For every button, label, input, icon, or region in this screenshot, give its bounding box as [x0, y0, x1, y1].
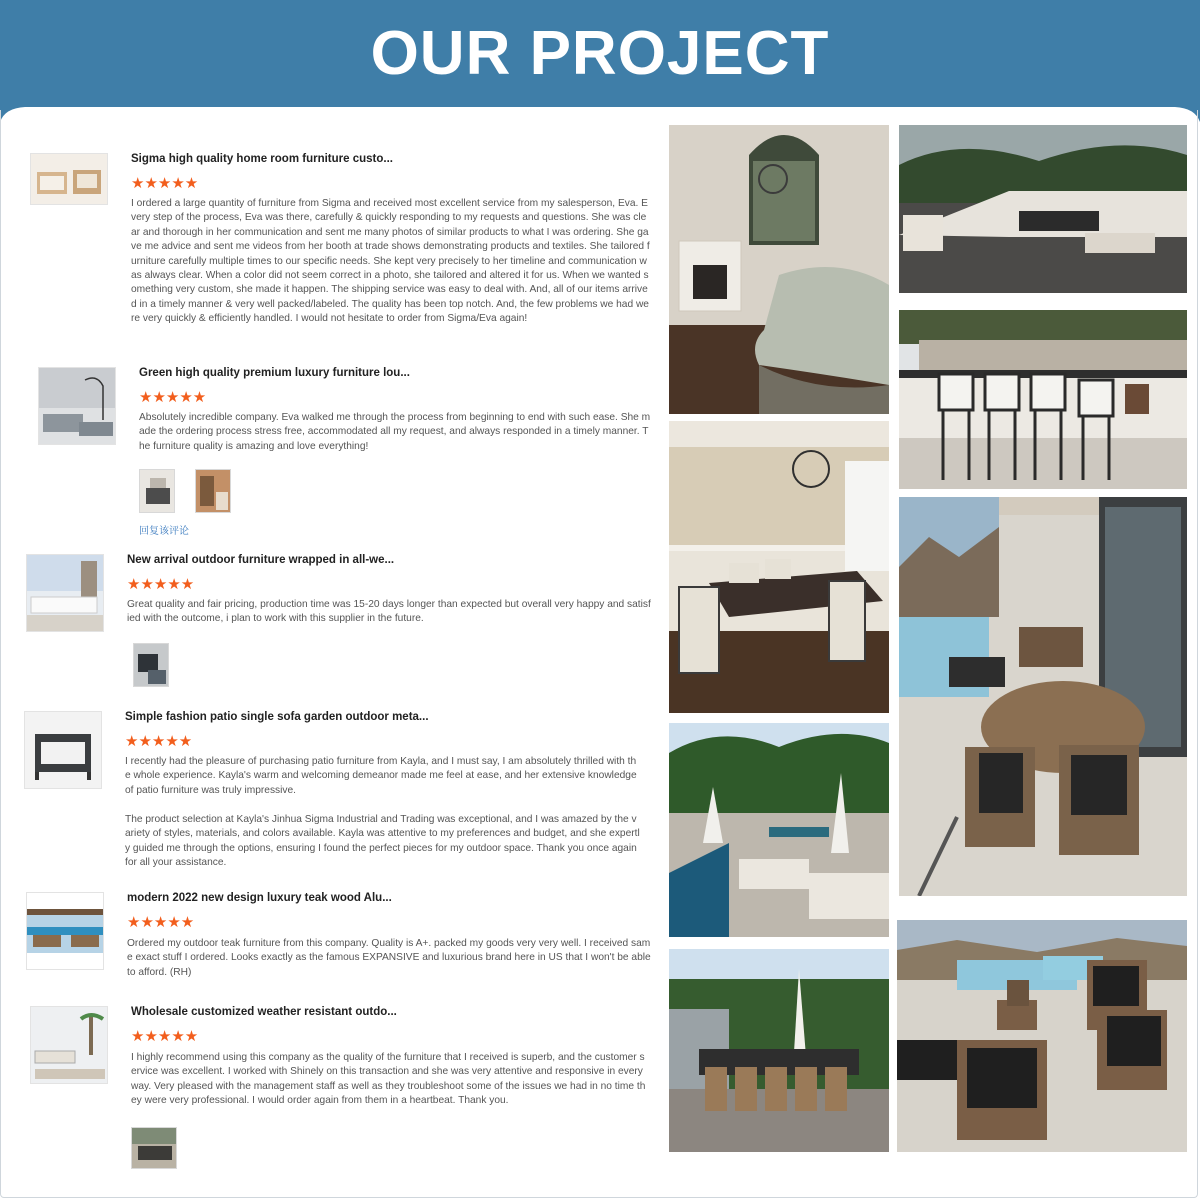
review-text: Absolutely incredible company. Eva walked me through the process from beginning to end with such ease. She made the ordering process stress free, accommodated all my request, and always responded in a timely manner. The furniture quality is amazing and love everything!: [139, 412, 651, 452]
review-product-thumb[interactable]: [38, 367, 116, 445]
review-photo[interactable]: [131, 1127, 177, 1169]
project-photo-outdoor-bar: [899, 310, 1187, 489]
project-photo-dining-room: [669, 421, 889, 713]
review-title[interactable]: Simple fashion patio single sofa garden outdoor meta...: [125, 711, 429, 723]
review-title[interactable]: modern 2022 new design luxury teak wood Alu...: [127, 892, 392, 904]
header-banner: [0, 0, 1200, 120]
review-text: Great quality and fair pricing, production time was 15-20 days longer than expected but overall very happy and satisfied with the outcome, i plan to work with this supplier in the future.: [127, 599, 651, 625]
page-title: OUR PROJECT: [370, 19, 830, 88]
review-text: Ordered my outdoor teak furniture from this company. Quality is A+. packed my goods very very well. I received same exact stuff I ordered. Looks exactly as the famous EXPANSIVE and luxurious brand here in US that I won't be able to afford. (RH): [127, 938, 651, 978]
project-photo-living-room: [669, 125, 889, 414]
rating-stars: ★★★★★: [127, 913, 195, 931]
review-text: I recently had the pleasure of purchasing patio furniture from Kayla, and I must say, I am absolutely thrilled with the whole experience. Kayla's warm and welcoming demeanor made me feel at ease, and her extensive knowledge of patio furniture was truly impressive.: [125, 756, 637, 796]
review-product-thumb[interactable]: [30, 1006, 108, 1084]
reply-link[interactable]: 回复该评论: [139, 526, 189, 537]
review-product-thumb[interactable]: [24, 711, 102, 789]
review-text: I highly recommend using this company as the quality of the furniture that I received is superb, and the customer service was excellent. I worked with Shinely on this transaction and she was very attentive and responsive in every way. Very pleased with the management staff as well as they troubleshoot some of the issues we had in no time they were very professional. I would order again from them in a heartbeat. Thank you.: [131, 1052, 646, 1107]
review-title[interactable]: Wholesale customized weather resistant outdo...: [131, 1006, 397, 1018]
rating-stars: ★★★★★: [131, 1027, 199, 1045]
review-text-continued: The product selection at Kayla's Jinhua Sigma Industrial and Trading was exceptional, and I was amazed by the variety of styles, materials, and colors available. Kayla was attentive to my preferences and budget, and she expertly guided me through the options, ensuring I found the perfect pieces for my outdoor space. Thank you once again for all your assistance.: [125, 814, 640, 869]
review-product-thumb[interactable]: [30, 153, 108, 205]
review-product-thumb[interactable]: [26, 554, 104, 632]
rating-stars: ★★★★★: [127, 575, 195, 593]
project-photo-terrace-lounge: [897, 920, 1187, 1152]
review-product-thumb[interactable]: [26, 892, 104, 970]
project-photo-terrace-dining: [899, 497, 1187, 896]
project-photo-pool-deck: [669, 723, 889, 937]
review-title[interactable]: New arrival outdoor furniture wrapped in all-we...: [127, 554, 395, 566]
review-title[interactable]: Green high quality premium luxury furniture lou...: [139, 367, 410, 379]
review-photo[interactable]: [195, 469, 231, 513]
rating-stars: ★★★★★: [125, 732, 193, 750]
review-title[interactable]: Sigma high quality home room furniture custo...: [131, 153, 393, 165]
review-photo[interactable]: [139, 469, 175, 513]
review-text: I ordered a large quantity of furniture from Sigma and received most excellent service from my salesperson, Eva. Every step of the process, Eva was there, carefully & quickly responding to my requests and questions. She was clear and thorough in her communication and sent me many photos of similar products to what I was ordering. She gave me advice and sent me videos from her booth at trade shows demonstrating products and textiles. She tailored furniture carefully multiple times to our specific needs. She kept very precisely to her timeline and communication was always clear. When a color did not seem correct in a photo, she tailored and altered it for us. When we wanted something very custom, she made it happen. The shipping service was easy to deal with. And, all of our items arrived in a timely manner & very well packed/labeled. The quality has been top notch. And, the few problems we had were very quickly & efficiently handled. I would not hesitate to order from Sigma/Eva again!: [131, 198, 650, 325]
project-photo-outdoor-sectional: [899, 125, 1187, 293]
review-photo[interactable]: [133, 643, 169, 687]
project-photo-outdoor-dining: [669, 949, 889, 1152]
rating-stars: ★★★★★: [139, 388, 207, 406]
rating-stars: ★★★★★: [131, 174, 199, 192]
